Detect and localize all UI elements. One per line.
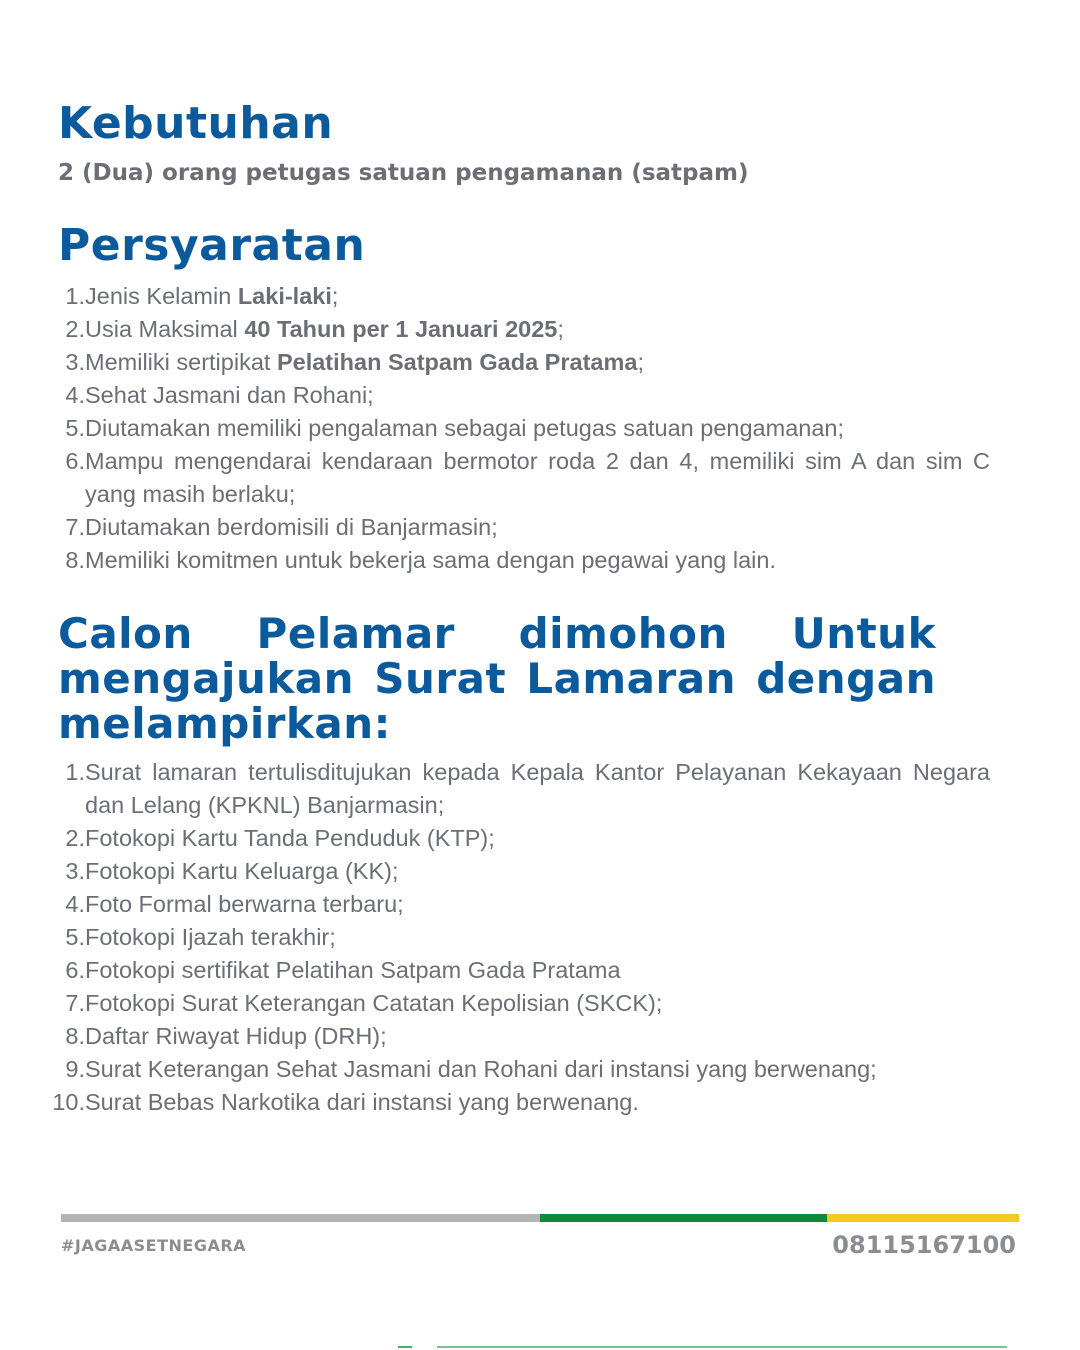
bottom-accent-line bbox=[398, 1346, 412, 1348]
footer-bar-yellow bbox=[827, 1214, 1019, 1222]
list-item bbox=[58, 445, 990, 511]
list-item bbox=[58, 412, 990, 445]
item-number: 5. bbox=[65, 924, 85, 950]
item-text: Daftar Riwayat Hidup (DRH); bbox=[85, 1023, 387, 1049]
list-item bbox=[58, 313, 990, 346]
item-text-end: ; bbox=[557, 316, 564, 342]
item-number: 4. bbox=[65, 382, 85, 408]
footer-phone: 08115167100 bbox=[832, 1231, 1016, 1259]
list-item bbox=[58, 1020, 990, 1053]
item-number: 6. bbox=[65, 448, 85, 474]
item-text: Diutamakan berdomisili di Banjarmasin; bbox=[85, 514, 498, 540]
poster-content bbox=[52, 98, 990, 1119]
list-item bbox=[58, 921, 990, 954]
item-number: 7. bbox=[65, 990, 85, 1016]
item-number: 10. bbox=[52, 1089, 85, 1115]
list-item bbox=[52, 1086, 990, 1119]
item-number: 6. bbox=[65, 957, 85, 983]
footer-hashtag: #JAGAASETNEGARA bbox=[61, 1236, 247, 1255]
footer-bar-green bbox=[540, 1214, 827, 1222]
item-text: Fotokopi Kartu Keluarga (KK); bbox=[85, 858, 399, 884]
list-item bbox=[58, 511, 990, 544]
requirements-list bbox=[58, 280, 990, 577]
list-item bbox=[58, 987, 990, 1020]
item-text: Memiliki sertipikat bbox=[85, 349, 277, 375]
item-number: 1. bbox=[65, 283, 85, 309]
list-item bbox=[58, 888, 990, 921]
item-number: 9. bbox=[65, 1056, 85, 1082]
item-text: Surat Bebas Narkotika dari instansi yang berwenang. bbox=[85, 1089, 639, 1115]
list-item bbox=[58, 544, 990, 577]
item-text-end: ; bbox=[637, 349, 644, 375]
item-text: Memiliki komitmen untuk bekerja sama dengan pegawai yang lain. bbox=[85, 547, 777, 573]
list-item bbox=[58, 855, 990, 888]
item-text: Fotokopi Kartu Tanda Penduduk (KTP); bbox=[85, 825, 495, 851]
item-number: 2. bbox=[65, 316, 85, 342]
item-text: Fotokopi Surat Keterangan Catatan Kepolisian (SKCK); bbox=[85, 990, 663, 1016]
requirements-heading: Persyaratan bbox=[58, 220, 366, 271]
item-number: 4. bbox=[65, 891, 85, 917]
list-item bbox=[58, 756, 990, 822]
application-heading: Calon Pelamar dimohon Untuk mengajukan Surat Lamaran dengan melampirkan: bbox=[58, 609, 936, 748]
list-item bbox=[58, 822, 990, 855]
item-emphasis: Pelatihan Satpam Gada Pratama bbox=[276, 349, 638, 375]
item-number: 2. bbox=[65, 825, 85, 851]
item-number: 1. bbox=[65, 759, 85, 785]
item-text: Mampu mengendarai kendaraan bermotor roda 2 dan 4, memiliki sim A dan sim C yang masih berlaku; bbox=[85, 448, 990, 507]
item-number: 8. bbox=[65, 1023, 85, 1049]
item-number: 5. bbox=[65, 415, 85, 441]
item-text: Fotokopi sertifikat Pelatihan Satpam Gada Pratama bbox=[85, 957, 621, 983]
item-text: Foto Formal berwarna terbaru; bbox=[85, 891, 404, 917]
needs-text: 2 (Dua) orang petugas satuan pengamanan (satpam) bbox=[58, 160, 749, 186]
needs-heading: Kebutuhan bbox=[58, 98, 334, 149]
list-item bbox=[58, 379, 990, 412]
item-text-end: ; bbox=[331, 283, 339, 309]
item-number: 3. bbox=[65, 858, 85, 884]
list-item bbox=[58, 346, 990, 379]
item-text: Usia Maksimal bbox=[85, 316, 245, 342]
list-item bbox=[58, 280, 990, 313]
list-item bbox=[58, 1053, 990, 1086]
application-list bbox=[52, 756, 990, 1119]
bottom-accent-line bbox=[437, 1346, 1007, 1348]
item-number: 8. bbox=[65, 547, 85, 573]
item-text: Fotokopi Ijazah terakhir; bbox=[85, 924, 336, 950]
item-number: 7. bbox=[65, 514, 85, 540]
item-emphasis: Laki-laki bbox=[237, 283, 332, 309]
list-item bbox=[58, 954, 990, 987]
item-emphasis: 40 Tahun per 1 Januari 2025 bbox=[244, 316, 558, 342]
item-text: Diutamakan memiliki pengalaman sebagai petugas satuan pengamanan; bbox=[85, 415, 845, 441]
item-text: Jenis Kelamin bbox=[85, 283, 238, 309]
item-text: Surat Keterangan Sehat Jasmani dan Rohani dari instansi yang berwenang; bbox=[85, 1056, 877, 1082]
footer-bar-gray bbox=[61, 1214, 540, 1222]
item-text: Surat lamaran tertulisditujukan kepada Kepala Kantor Pelayanan Kekayaan Negara dan Lelang (KPKNL) Banjarmasin; bbox=[85, 759, 990, 818]
item-text: Sehat Jasmani dan Rohani; bbox=[85, 382, 374, 408]
item-number: 3. bbox=[65, 349, 85, 375]
